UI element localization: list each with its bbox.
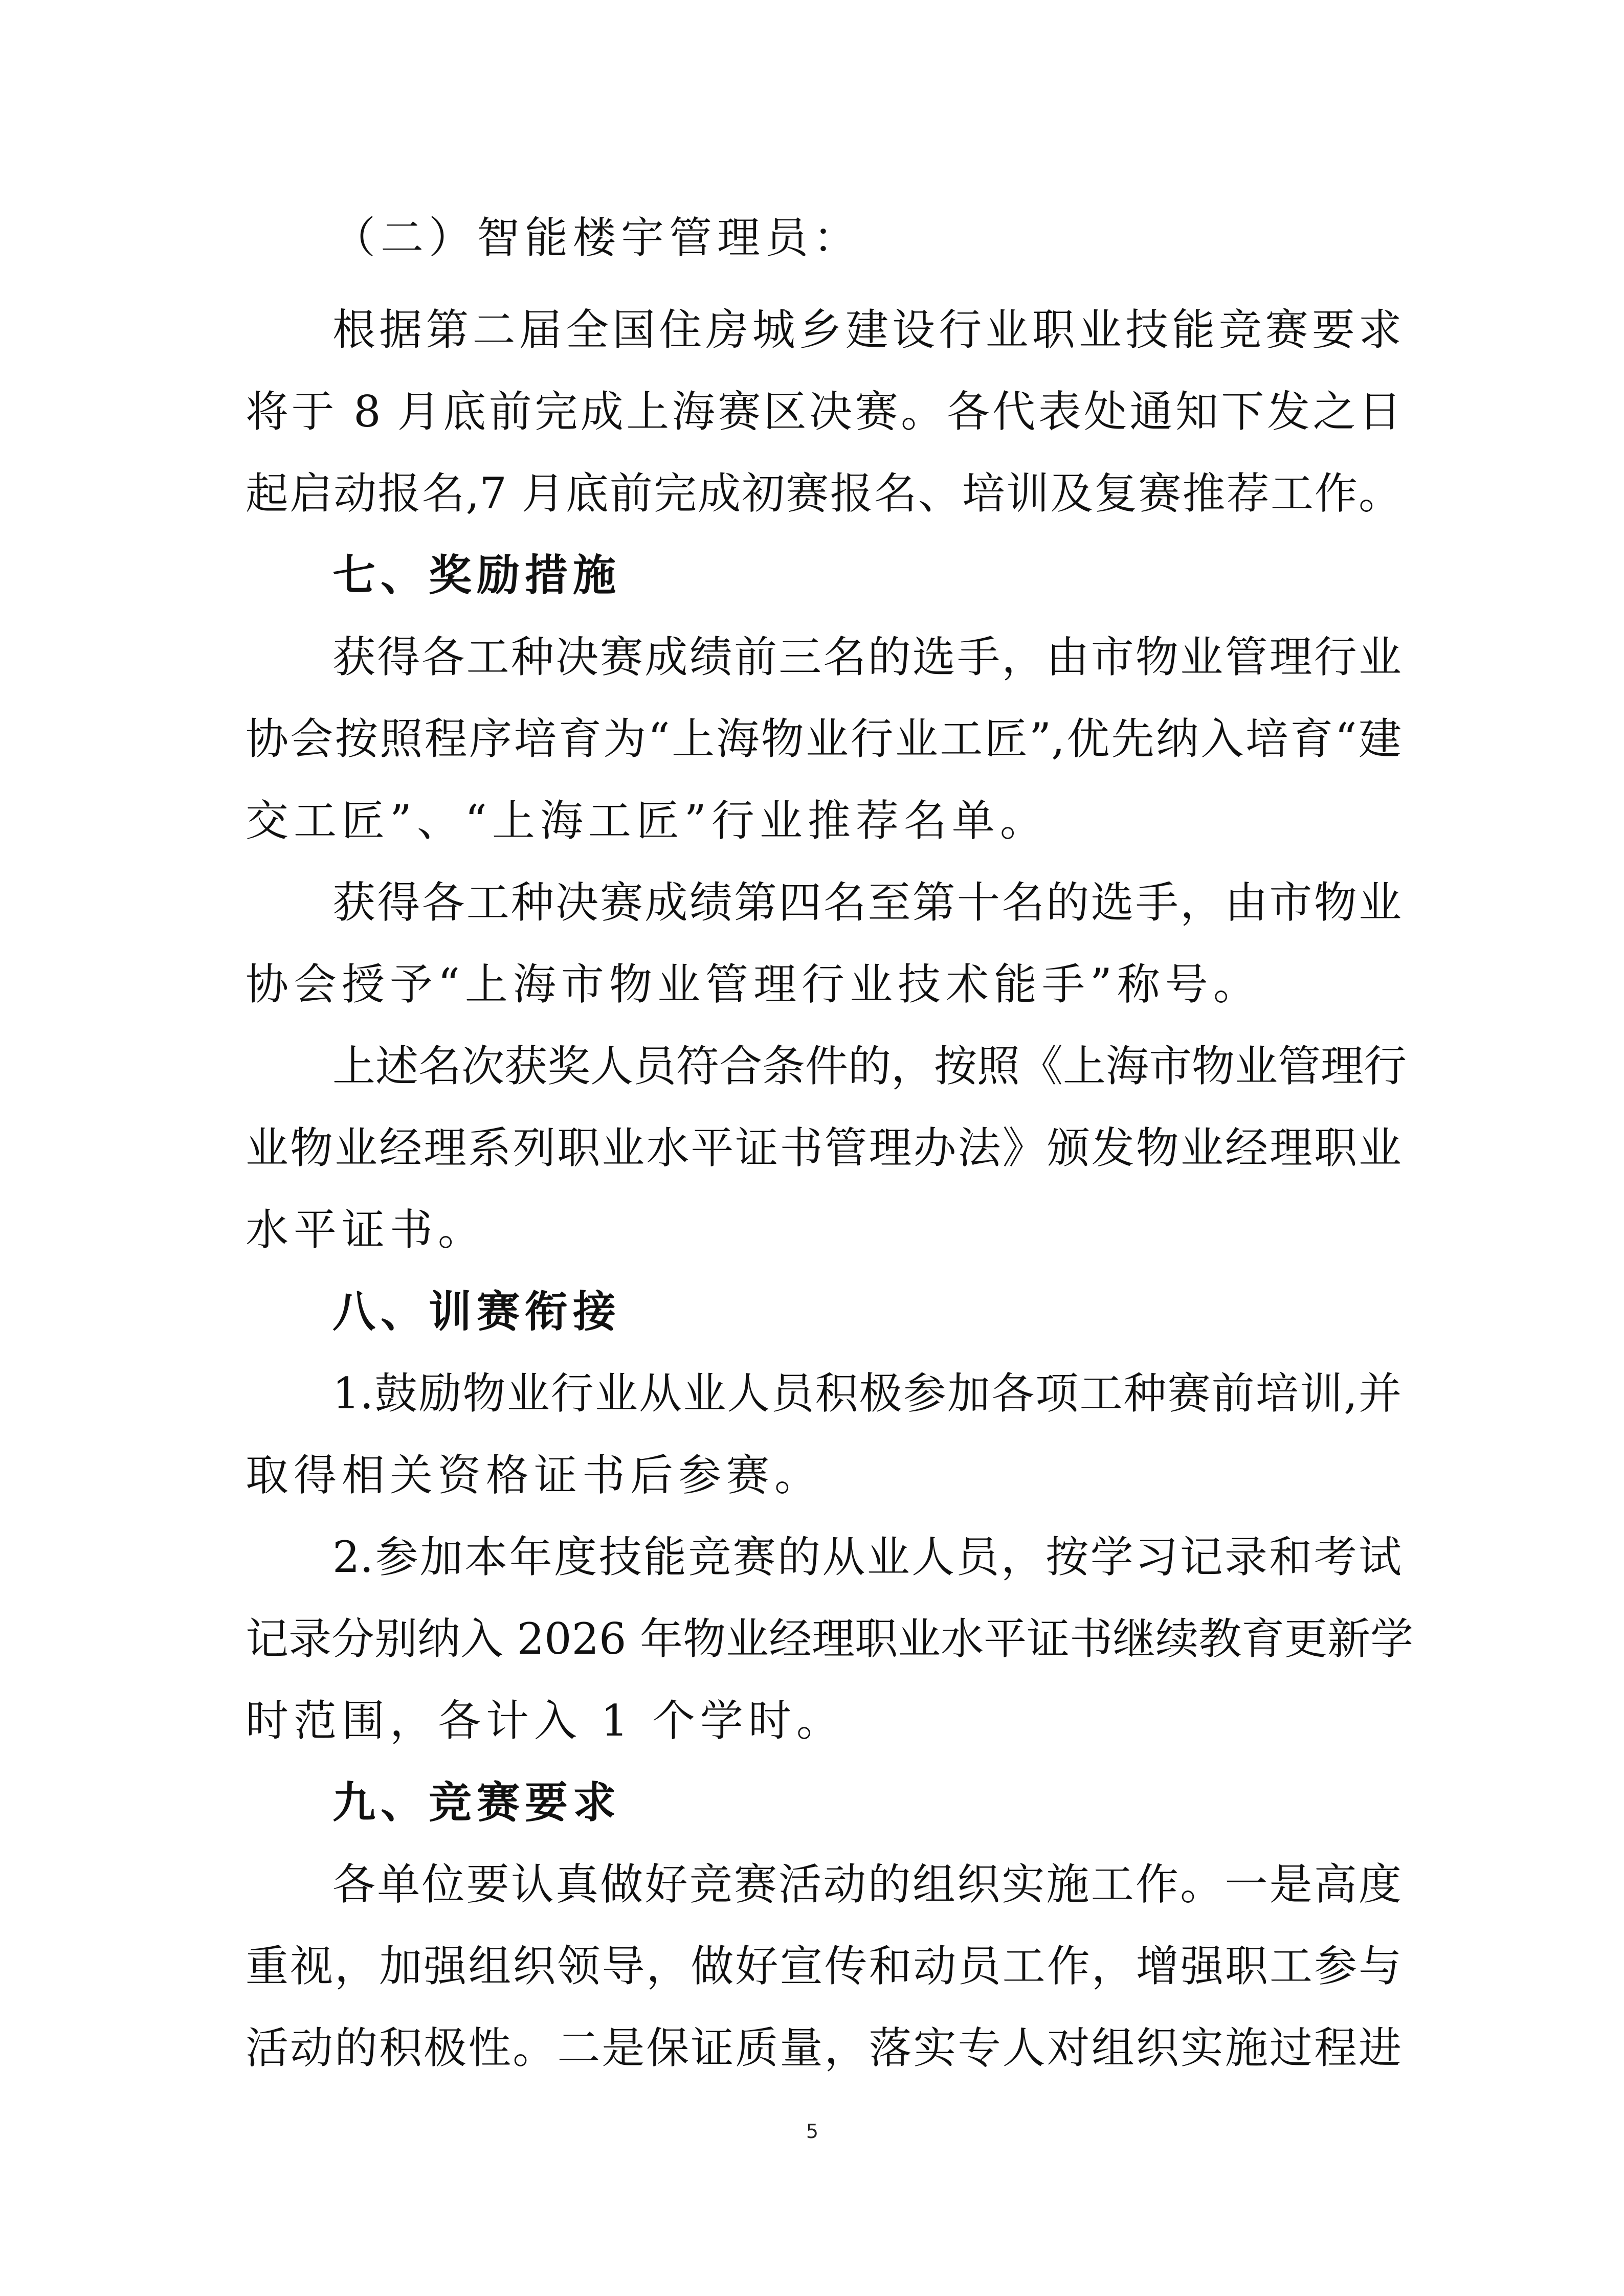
section-heading: 七、奖励措施 (332, 550, 621, 600)
paragraph-line: 活动的积极性。二是保证质量，落实专人对组织实施过程进 (246, 2023, 1401, 2073)
paragraph-line: 交工匠”、“上海工匠”行业推荐名单。 (246, 796, 1048, 846)
paragraph-line: 获得各工种决赛成绩第四名至第十名的选手，由市物业 (332, 877, 1401, 928)
paragraph-line: 水平证书。 (246, 1205, 486, 1255)
paragraph-line: 业物业经理系列职业水平证书管理办法》颁发物业经理职业 (246, 1123, 1401, 1173)
paragraph-line: 记录分别纳入 2026 年物业经理职业水平证书继续教育更新学 (246, 1614, 1414, 1664)
section-heading: 九、竞赛要求 (332, 1777, 621, 1828)
paragraph-line: 根据第二届全国住房城乡建设行业职业技能竞赛要求 (332, 305, 1401, 355)
paragraph-line: 各单位要认真做好竞赛活动的组织实施工作。一是高度 (332, 1859, 1401, 1909)
paragraph-line: 起启动报名,7 月底前完成初赛报名、培训及复赛推荐工作。 (246, 468, 1401, 519)
paragraph-line: 将于 8 月底前完成上海赛区决赛。各代表处通知下发之日 (246, 387, 1401, 437)
paragraph-line: 协会按照程序培育为“上海物业行业工匠”,优先纳入培育“建 (246, 714, 1401, 764)
paragraph-line: 取得相关资格证书后参赛。 (246, 1450, 823, 1500)
paragraph-line: 协会授予“上海市物业管理行业技术能手”称号。 (246, 959, 1261, 1009)
paragraph-line: 时范围，各计入 1 个学时。 (246, 1696, 844, 1746)
paragraph-line: 1.鼓励物业行业从业人员积极参加各项工种赛前培训,并 (332, 1368, 1401, 1419)
page-number: 5 (806, 2120, 819, 2143)
subsection-heading: （二）智能楼宇管理员： (332, 213, 862, 263)
section-heading: 八、训赛衔接 (332, 1287, 621, 1337)
paragraph-line: 上述名次获奖人员符合条件的，按照《上海市物业管理行 (332, 1041, 1407, 1091)
paragraph-line: 重视，加强组织领导，做好宣传和动员工作，增强职工参与 (246, 1941, 1401, 1991)
paragraph-line: 2.参加本年度技能竞赛的从业人员，按学习记录和考试 (332, 1532, 1401, 1582)
paragraph-line: 获得各工种决赛成绩前三名的选手，由市物业管理行业 (332, 632, 1401, 682)
